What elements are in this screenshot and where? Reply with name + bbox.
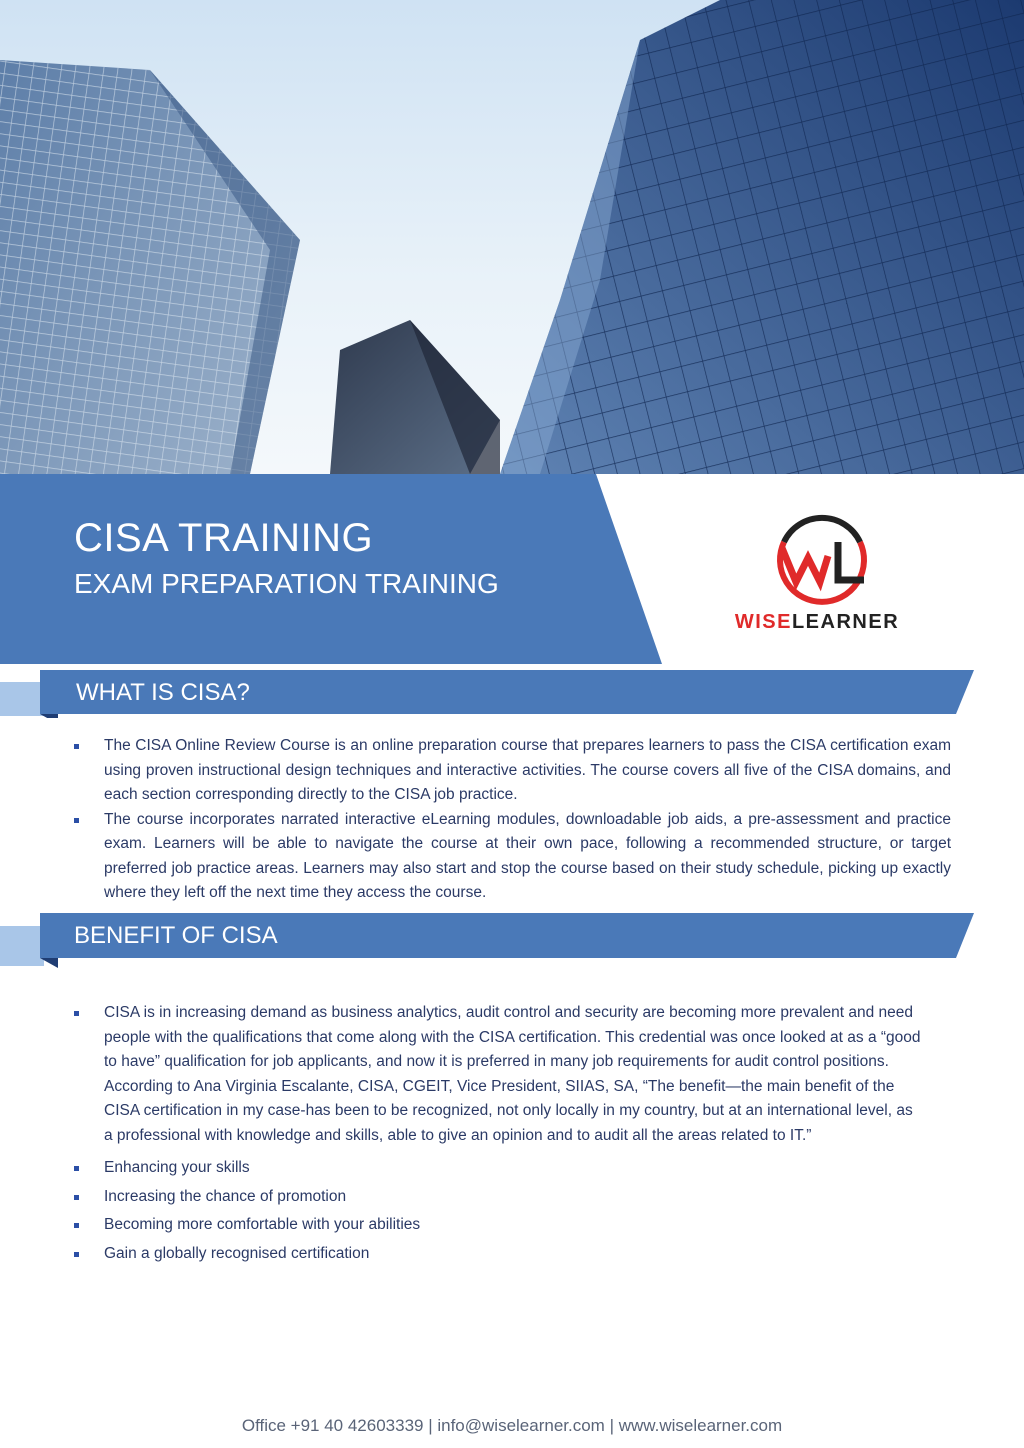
logo-learner-text: LEARNER [791,611,900,633]
logo-wise-text: WISE [734,611,792,633]
list-item: CISA is in increasing demand as business analytics, audit control and security are becoming more prevalent and need people with the qualifications that come along with the CISA certification. This credential was once looked at as a “good to have” qualification for job applicants, and now it is preferred in many job requirements for audit control positions. According to Ana Virginia Escalante, CISA, CGEIT, Vice President, SIIAS, SA, “The benefit—the main benefit of the CISA certification in my case-has been to be recognized, not only locally in my country, but at an international level, as a professional with knowledge and skills, able to give an opinion and to audit all the areas related to IT.” [74,1001,924,1148]
logo-mark-icon [722,512,912,612]
footer-contact: Office +91 40 42603339 | info@wiselearner.com | www.wiselearner.com [241,1416,783,1435]
list-item: The CISA Online Review Course is an online preparation course that prepares learners to pass the CISA certification exam using proven instructional design techniques and interactive activities. The course covers all five of the CISA domains, and each section corresponding directly to the CISA job practice. [74,734,951,808]
list-item: Becoming more comfortable with your abilities [74,1213,924,1238]
list-item: Gain a globally recognised certification [74,1242,924,1267]
logo-wordmark [722,611,912,634]
list-item: Enhancing your skills [74,1156,924,1181]
section-title-benefit: BENEFIT OF CISA [74,922,278,949]
hero-image [0,0,1024,474]
what-is-list [74,734,951,906]
list-item: Increasing the chance of promotion [74,1185,924,1210]
benefit-list [74,1001,924,1266]
list-item: The course incorporates narrated interactive eLearning modules, downloadable job aids, a pre-assessment and practice exam. Learners will be able to navigate the course at their own pace, following a recommended structure, or target preferred job practice areas. Learners may also start and stop the course based on their study schedule, picking up exactly where they left off the next time they access the course. [74,808,951,906]
page-subtitle: EXAM PREPARATION TRAINING [74,568,499,599]
section-title-what-is: WHAT IS CISA? [76,679,250,706]
page-title: CISA TRAINING [74,516,374,560]
skyscraper-photo [0,0,1024,474]
